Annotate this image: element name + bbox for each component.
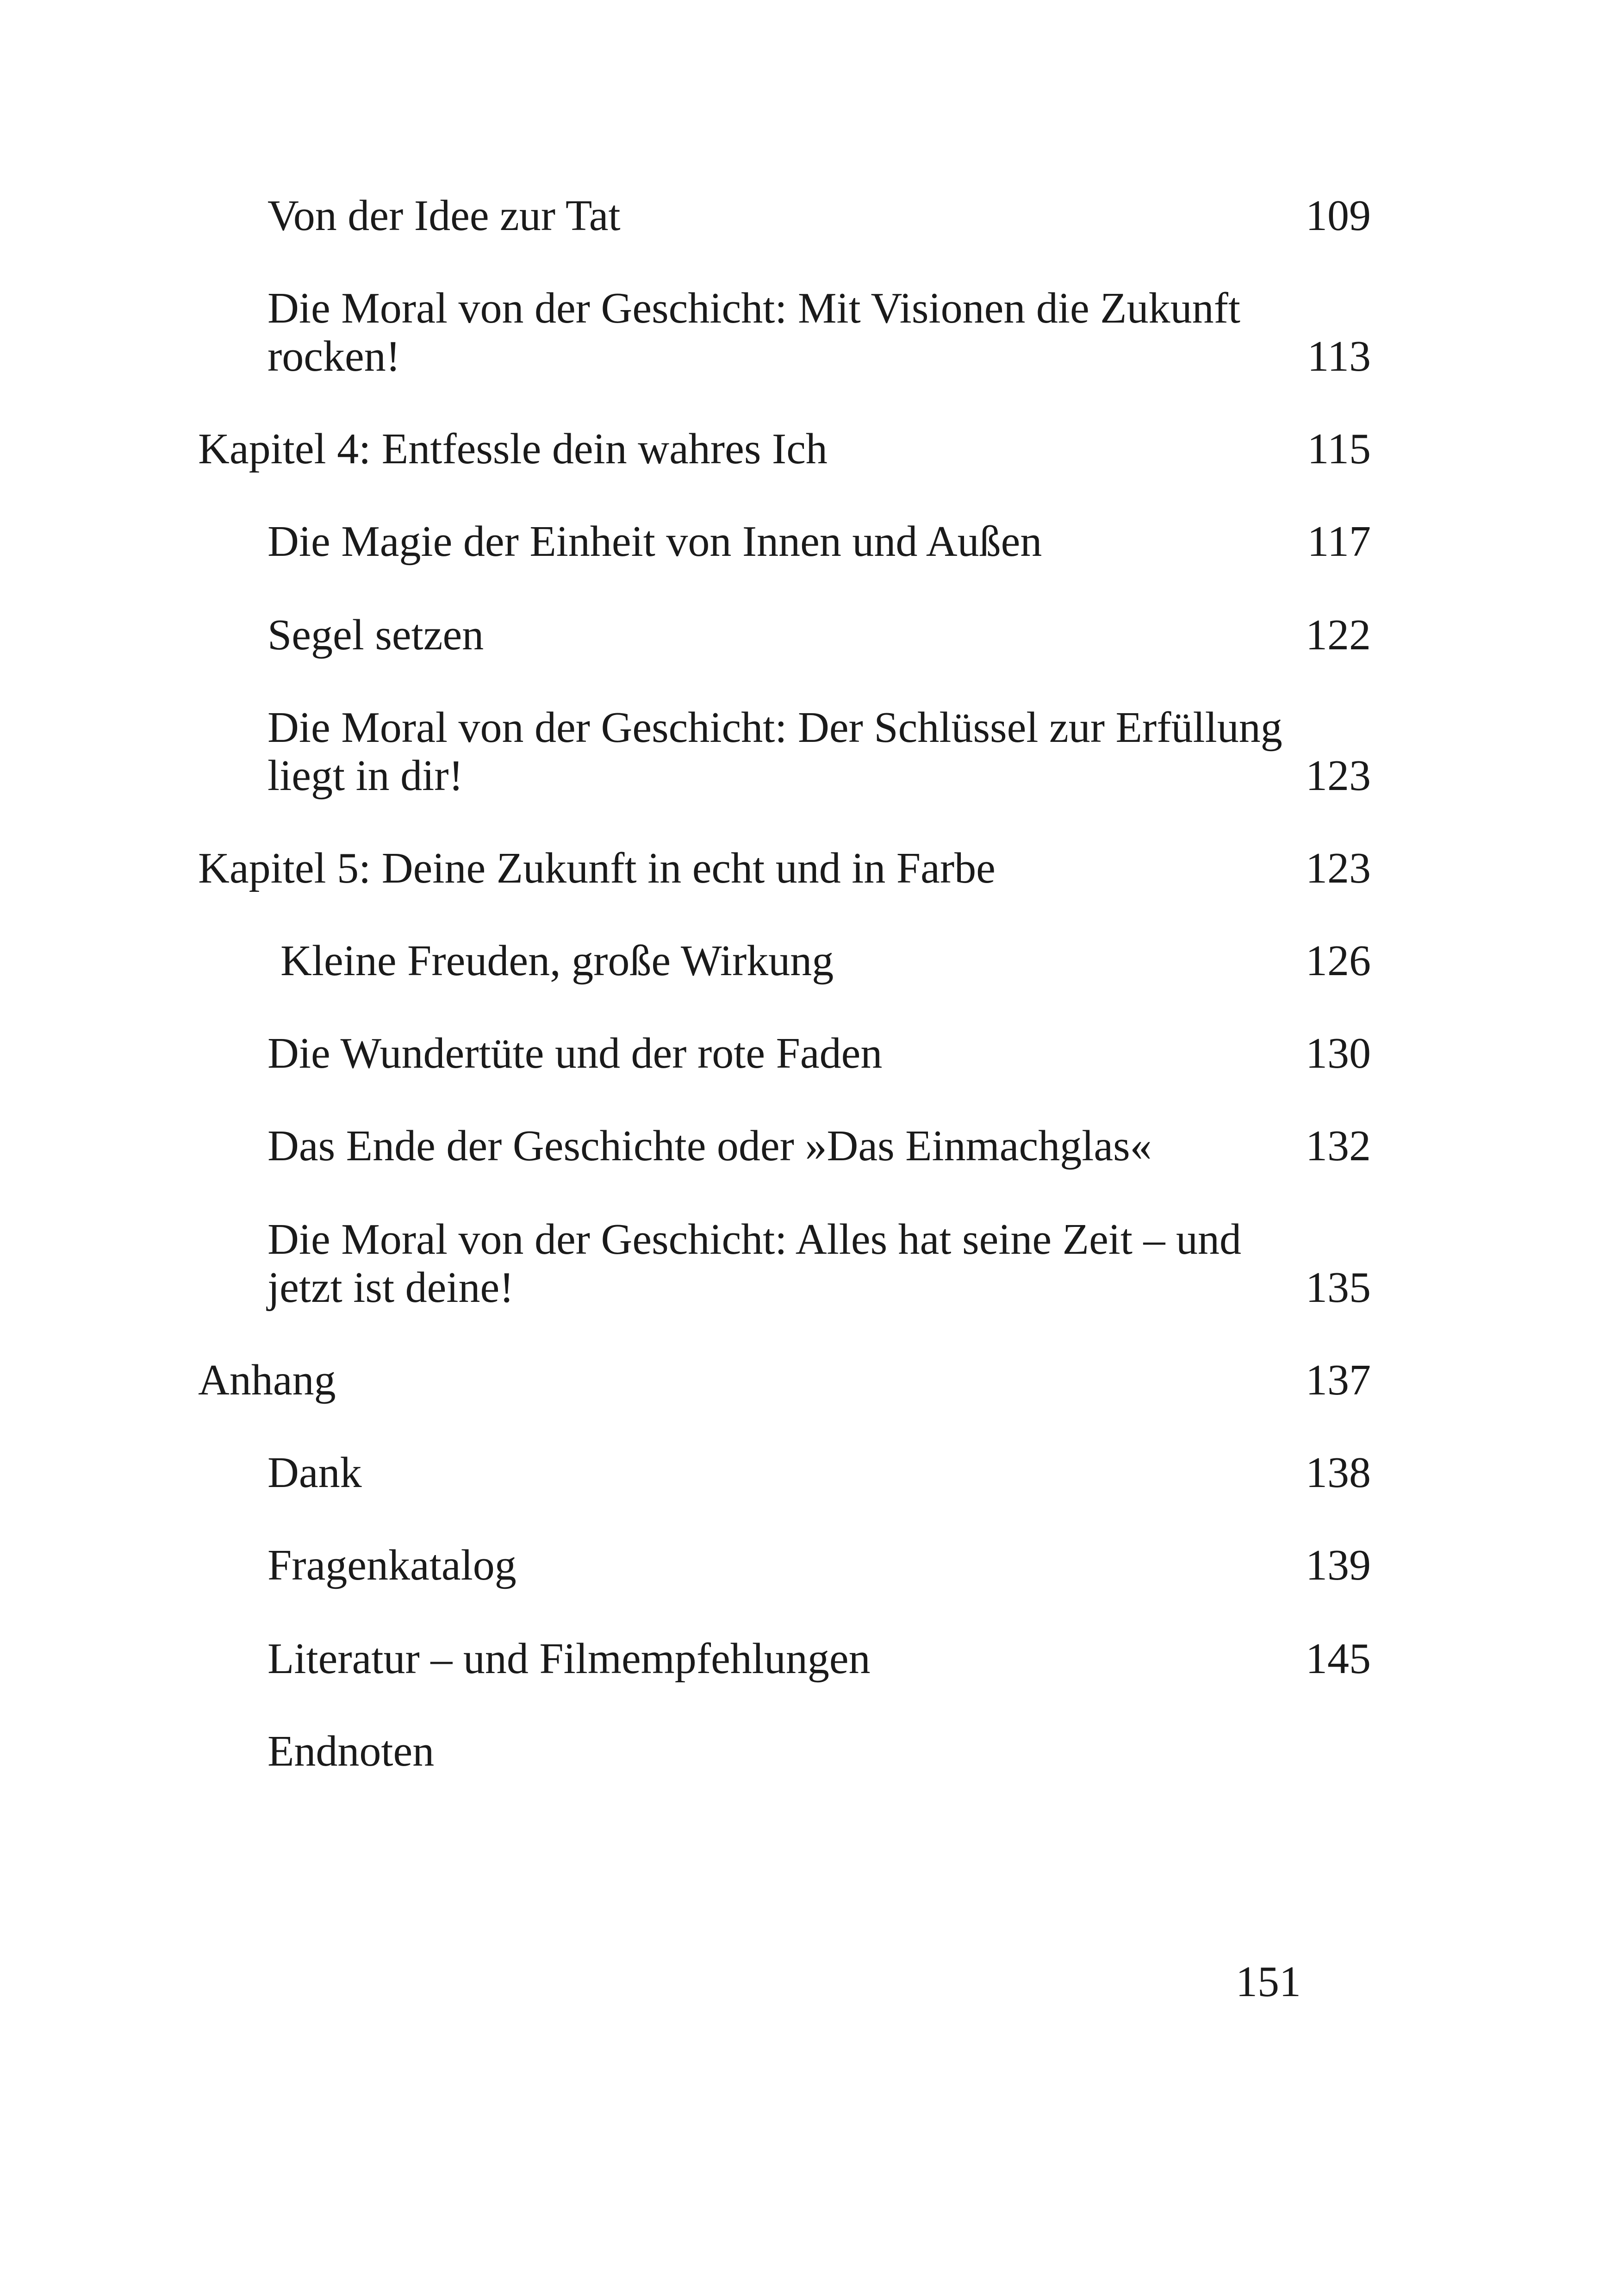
toc-entry-page: 145 — [1306, 1635, 1371, 1683]
toc-entry-title: Kapitel 4: Entfessle dein wahres Ich — [198, 425, 828, 473]
toc-entry-page: 130 — [1306, 1029, 1371, 1077]
toc-entry-page: 137 — [1306, 1356, 1371, 1404]
toc-entry-title: Das Ende der Geschichte oder »Das Einmachglas« — [268, 1122, 1152, 1170]
page-number: 151 — [1236, 1958, 1301, 2006]
toc-entry-title: Dank — [268, 1449, 362, 1497]
toc-entry-page: 126 — [1306, 937, 1371, 985]
toc-entry-title: Kapitel 5: Deine Zukunft in echt und in Farbe — [198, 844, 996, 892]
toc-entry-title: Fragenkatalog — [268, 1541, 517, 1589]
toc-entry-page: 138 — [1306, 1449, 1371, 1497]
toc-entry-title: Literatur – und Filmempfehlungen — [268, 1635, 871, 1683]
toc-entry-title: Die Moral von der Geschicht: Mit Visionen die Zukunft rocken! — [268, 284, 1241, 380]
toc-entry-page: 109 — [1306, 192, 1371, 240]
toc-entry-title: Segel setzen — [268, 611, 484, 659]
toc-entry-title: Von der Idee zur Tat — [268, 192, 621, 240]
toc-entry-page: 135 — [1306, 1263, 1371, 1312]
toc-entry-page: 139 — [1306, 1541, 1371, 1589]
toc-entry-page: 113 — [1307, 332, 1371, 380]
toc-entry-title: Endnoten — [268, 1727, 435, 1775]
toc-entry-page: 123 — [1306, 752, 1371, 800]
toc-entry-page: 123 — [1306, 844, 1371, 892]
toc-entry-title: Die Moral von der Geschicht: Alles hat seine Zeit – und jetzt ist deine! — [268, 1215, 1242, 1312]
toc-entry-title: Die Wundertüte und der rote Faden — [268, 1029, 883, 1077]
toc-entry-title: Kleine Freuden, große Wirkung — [280, 937, 834, 985]
toc-entry-title: Die Magie der Einheit von Innen und Außen — [268, 517, 1042, 566]
toc-entry-title: Die Moral von der Geschicht: Der Schlüssel zur Erfüllung liegt in dir! — [268, 703, 1282, 800]
toc-entry-page: 122 — [1306, 611, 1371, 659]
toc-entry-page: 117 — [1307, 517, 1371, 566]
toc-entry-page: 115 — [1307, 425, 1371, 473]
toc-entry-page: 132 — [1306, 1122, 1371, 1170]
toc-entry-title: Anhang — [198, 1356, 336, 1404]
